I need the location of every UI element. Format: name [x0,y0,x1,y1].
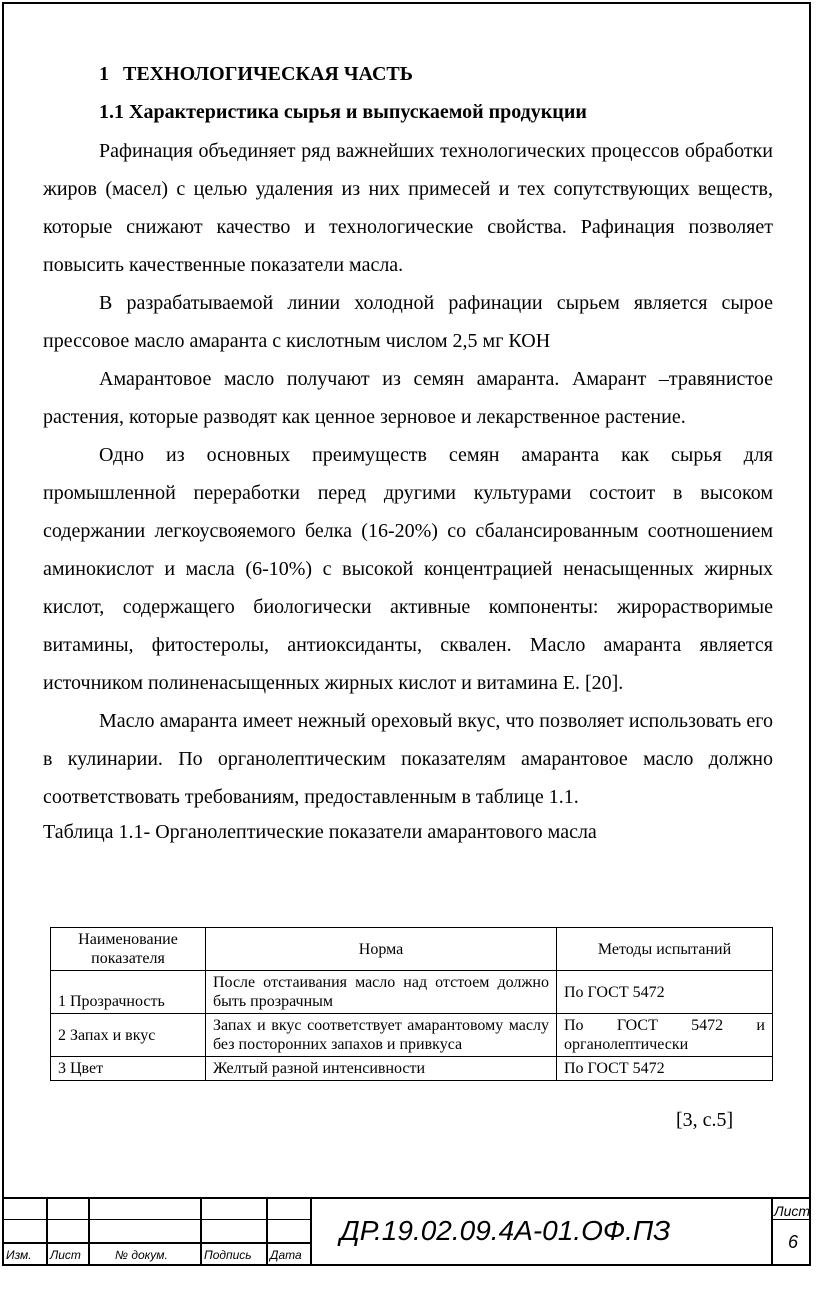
stamp-label-document-number: № докум. [115,1248,168,1262]
paragraph: Одно из основных преимуществ семян амаранта как сырья для промышленной переработки перед другими культурами состоит в высоком содержании легкоусвояемого белка (16-20%) со сбалансированным соотношением аминокислот и масла (6-10%) с высокой концентрацией ненасыщенных жирных кислот, содержащего биологически активные компоненты: жирорастворимые витамины, фитостеролы, антиоксиданты, сквален. Масло амаранта является источником полиненасыщенных жирных кислот и витамина Е. [20]. [43,444,773,694]
document-code: ДР.19.02.09.4А-01.ОФ.ПЗ [340,1215,671,1246]
section-heading [43,58,773,90]
table-cell: Запах и вкус соответствует амарантовому маслу без посторонних запахов и привкуса [206,1014,557,1057]
sheet-number: 6 [788,1232,799,1252]
table-cell: По ГОСТ 5472 [557,971,773,1014]
stamp-line [88,1197,90,1266]
paragraph: Амарантовое масло получают из семян амаранта. Амарант –травянистое растения, которые разводят как ценное зерновое и лекарственное растение. [43,368,773,428]
stamp-line [46,1197,48,1266]
table-header-cell: Наименование показателя [51,928,206,971]
table-row [51,971,773,1014]
stamp-line [266,1197,268,1266]
table-header-cell: Методы испытаний [557,928,773,971]
table-row [51,1057,773,1081]
table-cell: 3 Цвет [51,1057,206,1081]
paragraph: В разрабатываемой линии холодной рафинации сырьем является сырое прессовое масло амаранта с кислотным числом 2,5 мг КОН [43,292,773,352]
stamp-label-change: Изм. [6,1248,32,1262]
stamp-label-date: Дата [270,1248,302,1262]
table-header-row [51,928,773,971]
stamp-label-sheet: Лист [50,1248,81,1262]
section-number: 1 [99,63,109,85]
stamp-line [2,1242,311,1244]
table-row [51,1014,773,1057]
table-reference: [3, с.5] [676,1109,734,1131]
table-cell: По ГОСТ 5472 и органолептически [557,1014,773,1057]
table-header-cell: Норма [206,928,557,971]
table-cell: После отстаивания масло над отстоем должно быть прозрачным [206,971,557,1014]
table-cell: 2 Запах и вкус [51,1014,206,1057]
document-body [43,58,773,856]
table-cell: По ГОСТ 5472 [557,1057,773,1081]
paragraph: Масло амаранта имеет нежный ореховый вкус, что позволяет использовать его в кулинарии. По органолептическим показателям амарантовое масло должно соответствовать требованиям, предоставленным в таблице 1.1. [43,710,773,808]
table-caption: Таблица 1.1- Органолептические показатели амарантового масла [43,821,597,843]
organoleptic-table [50,927,773,1081]
stamp-line [772,1219,811,1220]
stamp-line [771,1197,773,1266]
stamp-line [2,1219,311,1220]
table-cell: 1 Прозрачность [51,971,206,1014]
paragraph: Рафинация объединяет ряд важнейших технологических процессов обработки жиров (масел) с целью удаления из них примесей и тех сопутствующих веществ, которые снижают качество и технологические свойства. Рафинация позволяет повысить качественные показатели масла. [43,140,773,276]
stamp-line [310,1197,312,1266]
table-cell: Желтый разной интенсивности [206,1057,557,1081]
stamp-line [200,1197,202,1266]
stamp-line [2,1197,811,1199]
stamp-label-signature: Подпись [204,1248,252,1262]
section-title: ТЕХНОЛОГИЧЕСКАЯ ЧАСТЬ [123,63,413,85]
subsection-heading: 1.1 Характеристика сырья и выпускаемой продукции [99,101,587,123]
sheet-label: Лист [774,1203,811,1219]
